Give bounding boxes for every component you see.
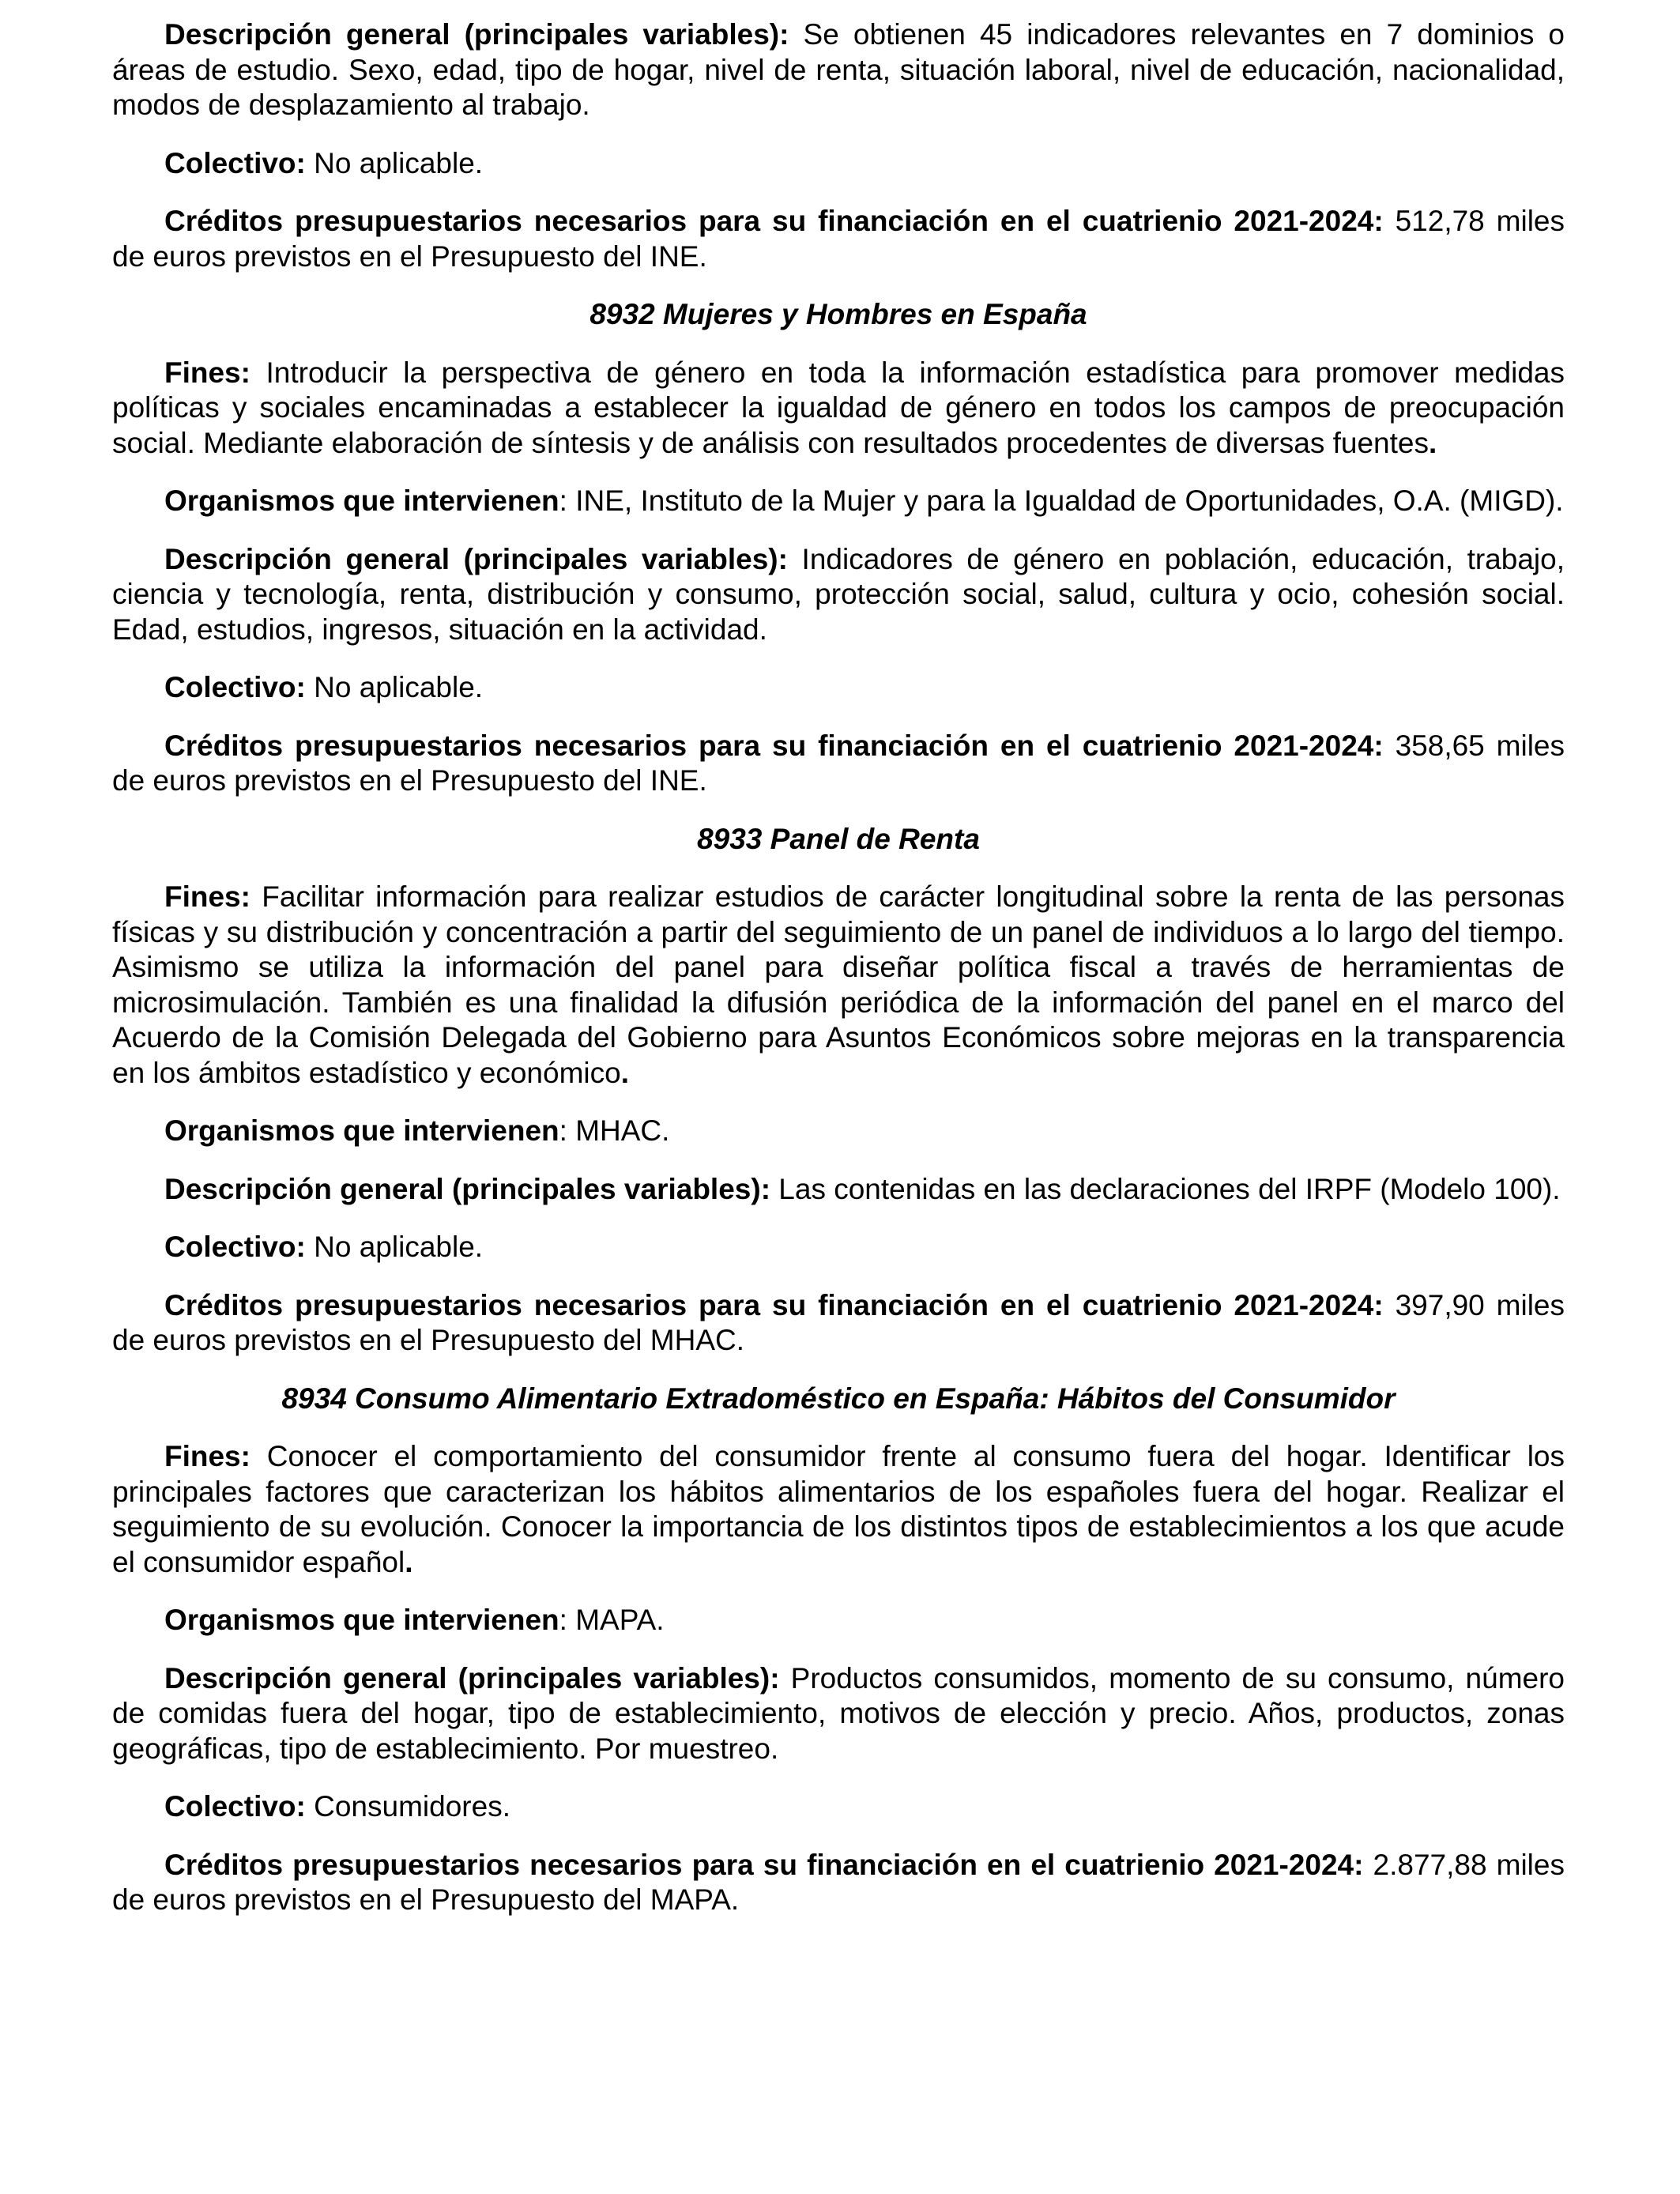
- colectivo-text: No aplicable.: [305, 1231, 484, 1263]
- section-title-8933: 8933 Panel de Renta: [697, 822, 980, 855]
- section-8934-creditos: [112, 1848, 1565, 1918]
- intro-description: [112, 17, 1565, 123]
- section-8933-creditos: [112, 1288, 1565, 1359]
- fines-label: Fines:: [164, 356, 250, 389]
- colectivo-label: Colectivo:: [164, 146, 306, 179]
- intro-creditos: [112, 204, 1565, 274]
- creditos-text: 397,90 miles de euros previstos en el Presupuesto del MHAC.: [112, 1288, 1565, 1356]
- fines-end: .: [405, 1545, 413, 1578]
- organismos-text: : INE, Instituto de la Mujer y para la Igualdad de Oportunidades, O.A. (MIGD).: [559, 484, 1564, 517]
- creditos-text: 512,78 miles de euros previstos en el Presupuesto del INE.: [112, 205, 1565, 273]
- organismos-label: Organismos que intervienen: [164, 1604, 559, 1636]
- colectivo-text: Consumidores.: [305, 1790, 510, 1823]
- section-8933-organismos: [112, 1114, 1565, 1149]
- creditos-text: 2.877,88 miles de euros previstos en el Presupuesto del MAPA.: [112, 1848, 1565, 1916]
- colectivo-label: Colectivo:: [164, 671, 306, 703]
- colectivo-label: Colectivo:: [164, 1231, 306, 1263]
- description-text: Las contenidas en las declaraciones del IRPF (Modelo 100).: [770, 1172, 1561, 1205]
- organismos-label: Organismos que intervienen: [164, 1114, 559, 1147]
- document-page: [112, 17, 1565, 1941]
- description-label: Descripción general (principales variables):: [164, 1172, 771, 1205]
- section-8932-description: [112, 542, 1565, 648]
- section-8934-colectivo: [112, 1789, 1565, 1825]
- creditos-label: Créditos presupuestarios necesarios para su financiación en el cuatrienio 2021-2024:: [164, 205, 1384, 237]
- section-8932-creditos: [112, 729, 1565, 799]
- creditos-label: Créditos presupuestarios necesarios para su financiación en el cuatrienio 2021-2024:: [164, 1288, 1384, 1321]
- fines-text: Facilitar información para realizar estudios de carácter longitudinal sobre la renta de las personas físicas y su distribución y concentración a partir del seguimiento de un panel de individuos a lo largo del tiempo. Asimismo se utiliza la información del panel para diseñar política fiscal a través de herramientas de microsimulación. También es una finalidad la difusión periódica de la información del panel en el marco del Acuerdo de la Comisión Delegada del Gobierno para Asuntos Económicos sobre mejoras en la transparencia en los ámbitos estadístico y económico: [112, 880, 1565, 1089]
- description-label: Descripción general (principales variables):: [164, 542, 788, 575]
- section-8934-fines: [112, 1439, 1565, 1580]
- section-8933-fines: [112, 880, 1565, 1091]
- description-text: Indicadores de género en población, educación, trabajo, ciencia y tecnología, renta, distribución y consumo, protección social, salud, cultura y ocio, cohesión social. Edad, estudios, ingresos, situación en la actividad.: [112, 542, 1565, 646]
- fines-end: .: [620, 1056, 629, 1089]
- section-8933-colectivo: [112, 1230, 1565, 1265]
- section-8934-description: [112, 1661, 1565, 1767]
- colectivo-text: No aplicable.: [305, 671, 484, 703]
- fines-text: Introducir la perspectiva de género en toda la información estadística para promover medidas políticas y sociales encaminadas a establecer la igualdad de género en todos los campos de preocupación social. Mediante elaboración de síntesis y de análisis con resultados procedentes de diversas fuentes: [112, 356, 1565, 459]
- fines-label: Fines:: [164, 1440, 250, 1472]
- intro-colectivo: [112, 146, 1565, 182]
- description-label: Descripción general (principales variables):: [164, 1661, 780, 1695]
- description-label: Descripción general (principales variables):: [164, 18, 789, 51]
- description-text: Productos consumidos, momento de su consumo, número de comidas fuera del hogar, tipo de establecimiento, motivos de elección y precio. Años, productos, zonas geográficas, tipo de establecimiento. Por muestreo.: [112, 1661, 1565, 1765]
- organismos-text: : MAPA.: [559, 1604, 665, 1636]
- organismos-text: : MHAC.: [559, 1114, 670, 1147]
- section-8932-colectivo: [112, 670, 1565, 706]
- organismos-label: Organismos que intervienen: [164, 484, 559, 517]
- section-8932-organismos: [112, 484, 1565, 519]
- section-8933-description: [112, 1172, 1565, 1208]
- fines-label: Fines:: [164, 880, 250, 913]
- colectivo-text: No aplicable.: [305, 146, 484, 179]
- section-title-8934: 8934 Consumo Alimentario Extradoméstico en España: Hábitos del Consumidor: [281, 1382, 1396, 1415]
- section-8934-organismos: [112, 1603, 1565, 1638]
- creditos-label: Créditos presupuestarios necesarios para su financiación en el cuatrienio 2021-2024:: [164, 729, 1384, 762]
- creditos-text: 358,65 miles de euros previstos en el Presupuesto del INE.: [112, 729, 1565, 797]
- colectivo-label: Colectivo:: [164, 1790, 306, 1823]
- section-title-8932: 8932 Mujeres y Hombres en España: [590, 298, 1087, 330]
- creditos-label: Créditos presupuestarios necesarios para su financiación en el cuatrienio 2021-2024:: [164, 1848, 1364, 1881]
- section-8932-fines: [112, 356, 1565, 462]
- description-text: Se obtienen 45 indicadores relevantes en 7 dominios o áreas de estudio. Sexo, edad, tipo de hogar, nivel de renta, situación laboral, nivel de educación, nacionalidad, modos de desplazamiento al trabajo.: [112, 18, 1565, 121]
- fines-end: .: [1428, 426, 1437, 459]
- fines-text: Conocer el comportamiento del consumidor frente al consumo fuera del hogar. Identificar los principales factores que caracterizan los hábitos alimentarios de los españoles fuera del hogar. Realizar el seguimiento de su evolución. Conocer la importancia de los distintos tipos de establecimientos a los que acude el consumidor español: [112, 1440, 1565, 1578]
